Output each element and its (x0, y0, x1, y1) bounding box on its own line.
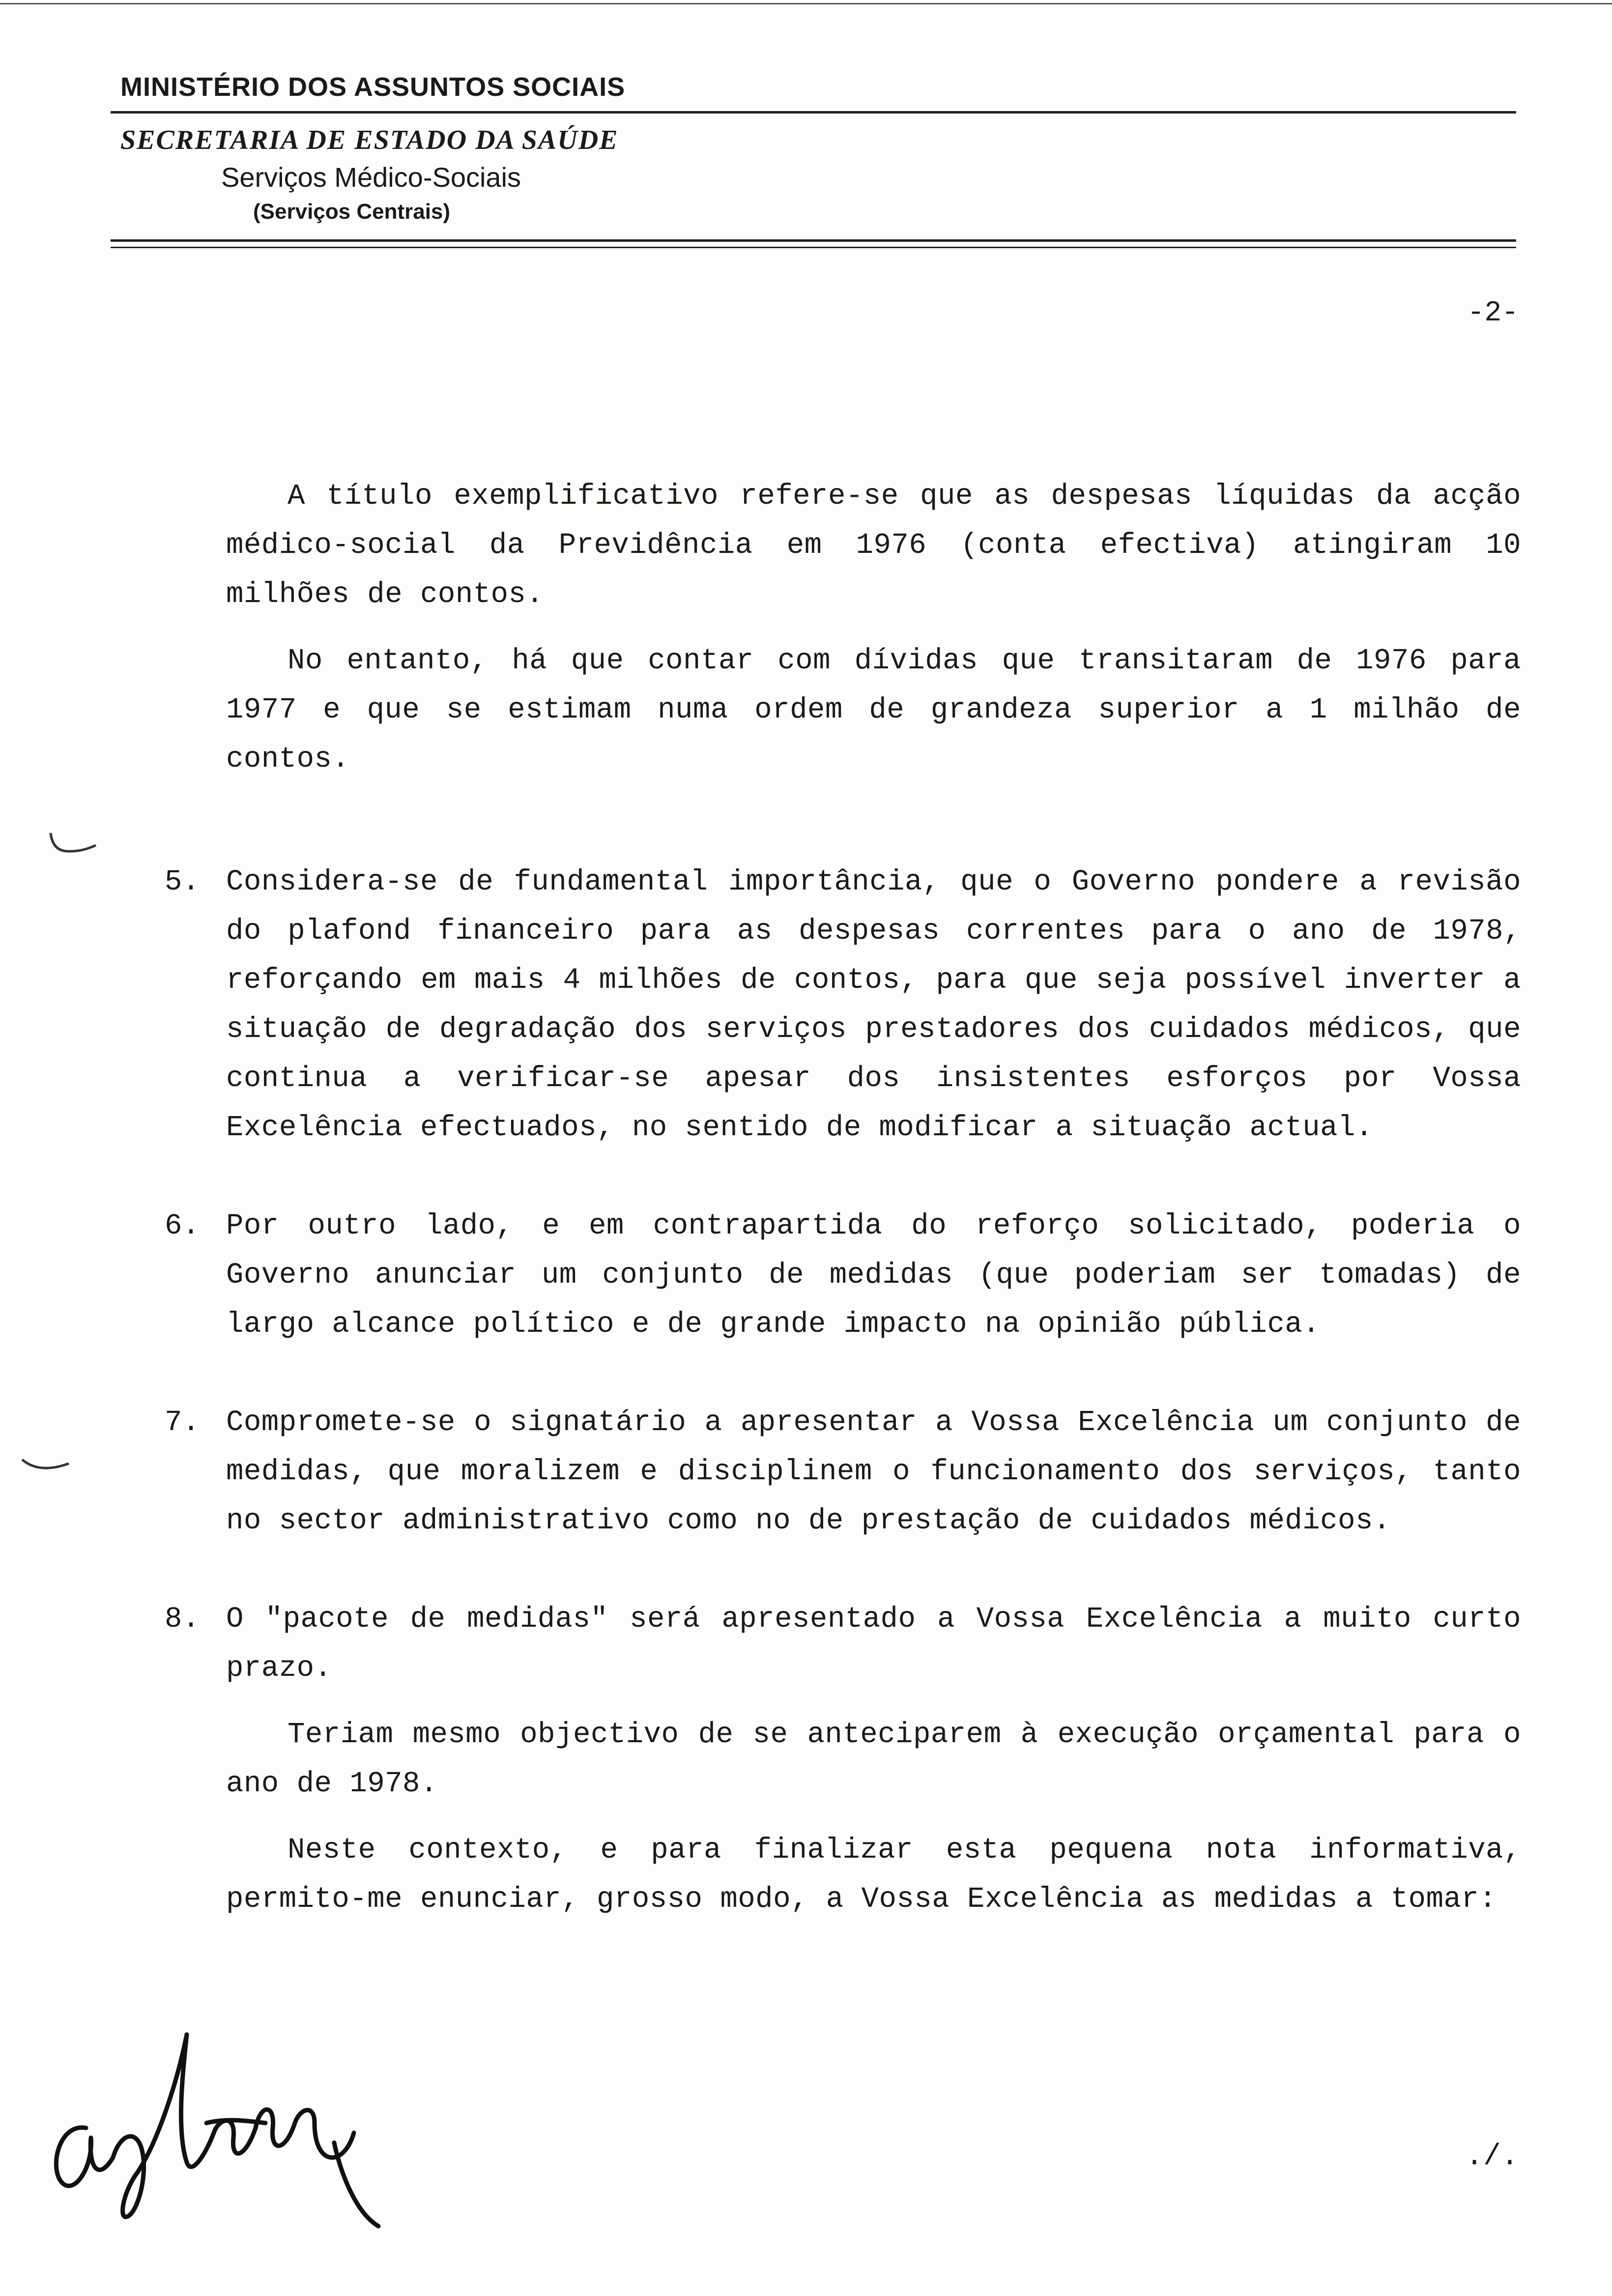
intro-paragraph-2: No entanto, há que contar com dívidas que transitaram de 1976 para 1977 e que se estimam numa ordem de grandeza superior a 1 milhão de contos. (226, 644, 1521, 775)
top-border-line (0, 3, 1612, 4)
intro-paragraph-1: A título exemplificativo refere-se que as despesas líquidas da acção médico-social da Previdência em 1976 (conta efectiva) atingiram 10 milhões de contos. (226, 480, 1521, 611)
header-double-rule-bottom (111, 247, 1516, 248)
item-text: O "pacote de medidas" será apresentado a Vossa Excelência a muito curto prazo. (226, 1603, 1521, 1685)
ministry-name: MINISTÉRIO DOS ASSUNTOS SOCIAIS (120, 72, 626, 102)
header-double-rule-top (111, 239, 1516, 242)
item-number: 8. (165, 1603, 200, 1636)
services-name: Serviços Médico-Sociais (221, 162, 521, 193)
document-body (165, 472, 1521, 1973)
margin-mark-icon (20, 1455, 74, 1479)
item-text: Considera-se de fundamental importância, que o Governo pondere a revisão do plafond financeiro para as despesas correntes para o ano de 1978, reforçando em mais 4 milhões de contos, para que seja possível inverter a situação de degradação dos serviços prestadores dos cuidados médicos, que continua a verificar-se apesar dos insistentes esforços por Vossa Excelência efectuados, no sentido de modificar a situação actual. (226, 865, 1521, 1144)
header-rule (111, 111, 1516, 114)
numbered-item-5 (165, 858, 1521, 1152)
numbered-item-8 (165, 1595, 1521, 1924)
handwritten-signature-icon (39, 2005, 393, 2236)
item-number: 7. (165, 1406, 200, 1439)
item-number: 6. (165, 1209, 200, 1242)
item-text: Por outro lado, e em contrapartida do reforço solicitado, poderia o Governo anunciar um conjunto de medidas (que poderiam ser tomadas) de largo alcance político e de grande impacto na opinião pública. (226, 1209, 1521, 1341)
central-services: (Serviços Centrais) (253, 200, 451, 224)
letterhead (120, 74, 1511, 248)
item-text: Compromete-se o signatário a apresentar a Vossa Excelência um conjunto de medidas, que moralizem e disciplinem o funcionamento dos serviços, tanto no sector administrativo como no de prestação de cuidados médicos. (226, 1406, 1521, 1537)
secretaria-name: SECRETARIA DE ESTADO DA SAÚDE (120, 125, 619, 155)
continuation-mark: ./. (1465, 2140, 1519, 2174)
item-number: 5. (165, 865, 200, 898)
page-number: -2- (1467, 297, 1519, 329)
margin-mark-icon (47, 831, 101, 860)
item-followup-1: Teriam mesmo objectivo de se anteciparem à execução orçamental para o ano de 1978. (226, 1718, 1521, 1800)
numbered-item-7 (165, 1398, 1521, 1546)
item-followup-2: Neste contexto, e para finalizar esta pequena nota informativa, permito-me enunciar, grosso modo, a Vossa Excelência as medidas a tomar: (226, 1834, 1521, 1916)
numbered-item-6 (165, 1202, 1521, 1349)
